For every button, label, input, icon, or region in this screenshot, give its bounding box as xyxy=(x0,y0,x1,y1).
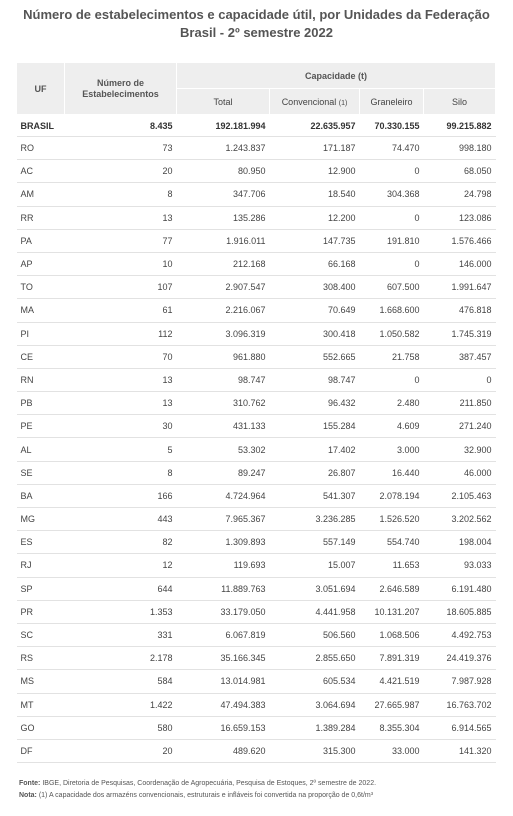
cell-silo: 123.086 xyxy=(424,206,496,229)
table-row xyxy=(17,137,496,160)
nota-label: Nota: xyxy=(19,792,37,799)
cell-graneleiro: 2.480 xyxy=(360,392,424,415)
cell-silo: 1.991.647 xyxy=(424,276,496,299)
cell-graneleiro: 4.421.519 xyxy=(360,670,424,693)
cell-convencional: 308.400 xyxy=(270,276,360,299)
table-row-total xyxy=(17,115,496,137)
header-capacidade: Capacidade (t) xyxy=(177,63,496,89)
cell-convencional: 3.064.694 xyxy=(270,693,360,716)
table-row xyxy=(17,345,496,368)
cell-total: 212.168 xyxy=(177,252,270,275)
cell-total: 119.693 xyxy=(177,554,270,577)
cell-graneleiro: 2.078.194 xyxy=(360,484,424,507)
cell-total: 98.747 xyxy=(177,368,270,391)
cell-graneleiro: 7.891.319 xyxy=(360,647,424,670)
fonte-text: IBGE, Diretoria de Pesquisas, Coordenação de Agropecuária, Pesquisa de Estoques, 2º semestre de 2022. xyxy=(40,780,377,787)
cell-num-estab: 8.435 xyxy=(65,115,177,137)
cell-num-estab: 580 xyxy=(65,716,177,739)
table-row xyxy=(17,461,496,484)
cell-convencional: 171.187 xyxy=(270,137,360,160)
cell-total: 47.494.383 xyxy=(177,693,270,716)
cell-silo: 141.320 xyxy=(424,739,496,762)
cell-total: 3.096.319 xyxy=(177,322,270,345)
footnotes xyxy=(19,778,499,802)
cell-convencional: 96.432 xyxy=(270,392,360,415)
cell-uf: TO xyxy=(17,276,65,299)
fonte-label: Fonte: xyxy=(19,780,41,787)
cell-graneleiro: 21.758 xyxy=(360,345,424,368)
header-silo: Silo xyxy=(424,89,496,115)
cell-graneleiro: 304.368 xyxy=(360,183,424,206)
cell-num-estab: 10 xyxy=(65,252,177,275)
cell-uf: RS xyxy=(17,647,65,670)
cell-total: 489.620 xyxy=(177,739,270,762)
cell-graneleiro: 1.068.506 xyxy=(360,623,424,646)
cell-total: 53.302 xyxy=(177,438,270,461)
cell-convencional: 552.665 xyxy=(270,345,360,368)
cell-num-estab: 82 xyxy=(65,531,177,554)
nota-text: (1) A capacidade dos armazéns convencionais, estruturais e infláveis foi convertida na proporção de 0,6t/m³ xyxy=(36,792,374,799)
cell-graneleiro: 10.131.207 xyxy=(360,600,424,623)
header-convencional-note: (1) xyxy=(338,99,348,107)
cell-total: 35.166.345 xyxy=(177,647,270,670)
table-row xyxy=(17,299,496,322)
cell-graneleiro: 70.330.155 xyxy=(360,115,424,137)
table-row xyxy=(17,229,496,252)
cell-uf: MT xyxy=(17,693,65,716)
cell-total: 4.724.964 xyxy=(177,484,270,507)
title-line-2: Brasil - 2º semestre 2022 xyxy=(180,25,333,40)
cell-uf: RJ xyxy=(17,554,65,577)
cell-convencional: 506.560 xyxy=(270,623,360,646)
cell-num-estab: 13 xyxy=(65,392,177,415)
cell-num-estab: 107 xyxy=(65,276,177,299)
cell-total: 6.067.819 xyxy=(177,623,270,646)
cell-uf: BA xyxy=(17,484,65,507)
cell-convencional: 605.534 xyxy=(270,670,360,693)
cell-num-estab: 73 xyxy=(65,137,177,160)
cell-graneleiro: 3.000 xyxy=(360,438,424,461)
cell-uf: AP xyxy=(17,252,65,275)
cell-uf: MS xyxy=(17,670,65,693)
table-row xyxy=(17,647,496,670)
table-body xyxy=(17,115,496,763)
cell-uf: GO xyxy=(17,716,65,739)
cell-graneleiro: 33.000 xyxy=(360,739,424,762)
table-header xyxy=(17,63,496,115)
cell-total: 2.907.547 xyxy=(177,276,270,299)
cell-convencional: 557.149 xyxy=(270,531,360,554)
cell-num-estab: 166 xyxy=(65,484,177,507)
cell-silo: 99.215.882 xyxy=(424,115,496,137)
cell-convencional: 18.540 xyxy=(270,183,360,206)
table-row xyxy=(17,670,496,693)
table-row xyxy=(17,183,496,206)
cell-num-estab: 644 xyxy=(65,577,177,600)
cell-uf: SP xyxy=(17,577,65,600)
data-table xyxy=(16,62,496,763)
cell-total: 80.950 xyxy=(177,160,270,183)
cell-silo: 1.576.466 xyxy=(424,229,496,252)
cell-graneleiro: 11.653 xyxy=(360,554,424,577)
cell-uf: PE xyxy=(17,415,65,438)
cell-uf: PB xyxy=(17,392,65,415)
title-line-1: Número de estabelecimentos e capacidade útil, por Unidades da Federação xyxy=(23,7,490,22)
table-row xyxy=(17,508,496,531)
cell-silo: 16.763.702 xyxy=(424,693,496,716)
cell-graneleiro: 1.050.582 xyxy=(360,322,424,345)
table-row xyxy=(17,206,496,229)
cell-graneleiro: 607.500 xyxy=(360,276,424,299)
header-uf: UF xyxy=(17,63,65,115)
cell-num-estab: 13 xyxy=(65,206,177,229)
cell-num-estab: 8 xyxy=(65,183,177,206)
cell-graneleiro: 4.609 xyxy=(360,415,424,438)
table-row xyxy=(17,693,496,716)
footnote-fonte xyxy=(19,778,499,790)
cell-silo: 18.605.885 xyxy=(424,600,496,623)
cell-convencional: 300.418 xyxy=(270,322,360,345)
cell-convencional: 70.649 xyxy=(270,299,360,322)
cell-uf: PI xyxy=(17,322,65,345)
cell-num-estab: 443 xyxy=(65,508,177,531)
cell-convencional: 3.051.694 xyxy=(270,577,360,600)
table-row xyxy=(17,368,496,391)
cell-silo: 271.240 xyxy=(424,415,496,438)
cell-uf: SC xyxy=(17,623,65,646)
table-row xyxy=(17,531,496,554)
table-row xyxy=(17,276,496,299)
cell-convencional: 3.236.285 xyxy=(270,508,360,531)
table-row xyxy=(17,600,496,623)
cell-uf: AC xyxy=(17,160,65,183)
cell-num-estab: 2.178 xyxy=(65,647,177,670)
cell-graneleiro: 16.440 xyxy=(360,461,424,484)
cell-num-estab: 70 xyxy=(65,345,177,368)
table-row xyxy=(17,577,496,600)
cell-uf: RR xyxy=(17,206,65,229)
table-row xyxy=(17,484,496,507)
cell-total: 192.181.994 xyxy=(177,115,270,137)
cell-silo: 0 xyxy=(424,368,496,391)
header-total: Total xyxy=(177,89,270,115)
cell-num-estab: 20 xyxy=(65,739,177,762)
table-row xyxy=(17,160,496,183)
cell-convencional: 12.900 xyxy=(270,160,360,183)
table-row xyxy=(17,438,496,461)
cell-uf: ES xyxy=(17,531,65,554)
cell-num-estab: 30 xyxy=(65,415,177,438)
cell-silo: 387.457 xyxy=(424,345,496,368)
cell-convencional: 66.168 xyxy=(270,252,360,275)
cell-total: 7.965.367 xyxy=(177,508,270,531)
cell-silo: 998.180 xyxy=(424,137,496,160)
cell-total: 33.179.050 xyxy=(177,600,270,623)
cell-convencional: 315.300 xyxy=(270,739,360,762)
table-row xyxy=(17,716,496,739)
cell-silo: 476.818 xyxy=(424,299,496,322)
cell-convencional: 1.389.284 xyxy=(270,716,360,739)
cell-convencional: 22.635.957 xyxy=(270,115,360,137)
cell-num-estab: 5 xyxy=(65,438,177,461)
cell-silo: 24.798 xyxy=(424,183,496,206)
header-convencional-label: Convencional xyxy=(281,96,337,107)
cell-num-estab: 331 xyxy=(65,623,177,646)
header-convencional xyxy=(270,89,360,115)
header-graneleiro: Graneleiro xyxy=(360,89,424,115)
table-row xyxy=(17,623,496,646)
cell-uf: PR xyxy=(17,600,65,623)
cell-total: 135.286 xyxy=(177,206,270,229)
cell-convencional: 12.200 xyxy=(270,206,360,229)
cell-uf: AL xyxy=(17,438,65,461)
cell-total: 310.762 xyxy=(177,392,270,415)
cell-silo: 7.987.928 xyxy=(424,670,496,693)
cell-graneleiro: 0 xyxy=(360,368,424,391)
cell-total: 2.216.067 xyxy=(177,299,270,322)
cell-silo: 146.000 xyxy=(424,252,496,275)
cell-total: 13.014.981 xyxy=(177,670,270,693)
cell-graneleiro: 1.526.520 xyxy=(360,508,424,531)
cell-uf: MA xyxy=(17,299,65,322)
cell-uf: MG xyxy=(17,508,65,531)
cell-silo: 6.914.565 xyxy=(424,716,496,739)
cell-silo: 46.000 xyxy=(424,461,496,484)
cell-num-estab: 20 xyxy=(65,160,177,183)
cell-total: 431.133 xyxy=(177,415,270,438)
table-row xyxy=(17,252,496,275)
cell-silo: 32.900 xyxy=(424,438,496,461)
cell-graneleiro: 0 xyxy=(360,252,424,275)
cell-uf: RO xyxy=(17,137,65,160)
header-num-estab: Número de Estabelecimentos xyxy=(65,63,177,115)
cell-total: 16.659.153 xyxy=(177,716,270,739)
cell-silo: 4.492.753 xyxy=(424,623,496,646)
cell-graneleiro: 0 xyxy=(360,160,424,183)
cell-graneleiro: 8.355.304 xyxy=(360,716,424,739)
cell-num-estab: 112 xyxy=(65,322,177,345)
cell-graneleiro: 74.470 xyxy=(360,137,424,160)
cell-num-estab: 8 xyxy=(65,461,177,484)
cell-uf: SE xyxy=(17,461,65,484)
cell-silo: 93.033 xyxy=(424,554,496,577)
cell-graneleiro: 191.810 xyxy=(360,229,424,252)
cell-total: 961.880 xyxy=(177,345,270,368)
cell-silo: 2.105.463 xyxy=(424,484,496,507)
cell-num-estab: 584 xyxy=(65,670,177,693)
cell-graneleiro: 27.665.987 xyxy=(360,693,424,716)
cell-total: 1.309.893 xyxy=(177,531,270,554)
cell-total: 89.247 xyxy=(177,461,270,484)
cell-silo: 68.050 xyxy=(424,160,496,183)
cell-uf: CE xyxy=(17,345,65,368)
table-row xyxy=(17,739,496,762)
table-row xyxy=(17,415,496,438)
cell-convencional: 147.735 xyxy=(270,229,360,252)
cell-num-estab: 61 xyxy=(65,299,177,322)
cell-silo: 3.202.562 xyxy=(424,508,496,531)
cell-total: 347.706 xyxy=(177,183,270,206)
cell-graneleiro: 1.668.600 xyxy=(360,299,424,322)
cell-silo: 1.745.319 xyxy=(424,322,496,345)
cell-convencional: 155.284 xyxy=(270,415,360,438)
cell-convencional: 4.441.958 xyxy=(270,600,360,623)
cell-uf: DF xyxy=(17,739,65,762)
cell-graneleiro: 0 xyxy=(360,206,424,229)
cell-total: 1.243.837 xyxy=(177,137,270,160)
table-title xyxy=(0,6,513,42)
table-row xyxy=(17,554,496,577)
cell-num-estab: 1.353 xyxy=(65,600,177,623)
cell-total: 1.916.011 xyxy=(177,229,270,252)
cell-graneleiro: 2.646.589 xyxy=(360,577,424,600)
cell-uf: RN xyxy=(17,368,65,391)
cell-num-estab: 77 xyxy=(65,229,177,252)
cell-num-estab: 1.422 xyxy=(65,693,177,716)
cell-convencional: 98.747 xyxy=(270,368,360,391)
cell-silo: 24.419.376 xyxy=(424,647,496,670)
cell-convencional: 2.855.650 xyxy=(270,647,360,670)
table-row xyxy=(17,322,496,345)
cell-uf: PA xyxy=(17,229,65,252)
footnote-nota xyxy=(19,790,499,802)
cell-convencional: 541.307 xyxy=(270,484,360,507)
cell-convencional: 15.007 xyxy=(270,554,360,577)
cell-convencional: 26.807 xyxy=(270,461,360,484)
cell-uf: BRASIL xyxy=(17,115,65,137)
cell-convencional: 17.402 xyxy=(270,438,360,461)
cell-silo: 211.850 xyxy=(424,392,496,415)
cell-silo: 198.004 xyxy=(424,531,496,554)
cell-total: 11.889.763 xyxy=(177,577,270,600)
cell-graneleiro: 554.740 xyxy=(360,531,424,554)
cell-num-estab: 13 xyxy=(65,368,177,391)
cell-uf: AM xyxy=(17,183,65,206)
table-row xyxy=(17,392,496,415)
cell-num-estab: 12 xyxy=(65,554,177,577)
cell-silo: 6.191.480 xyxy=(424,577,496,600)
